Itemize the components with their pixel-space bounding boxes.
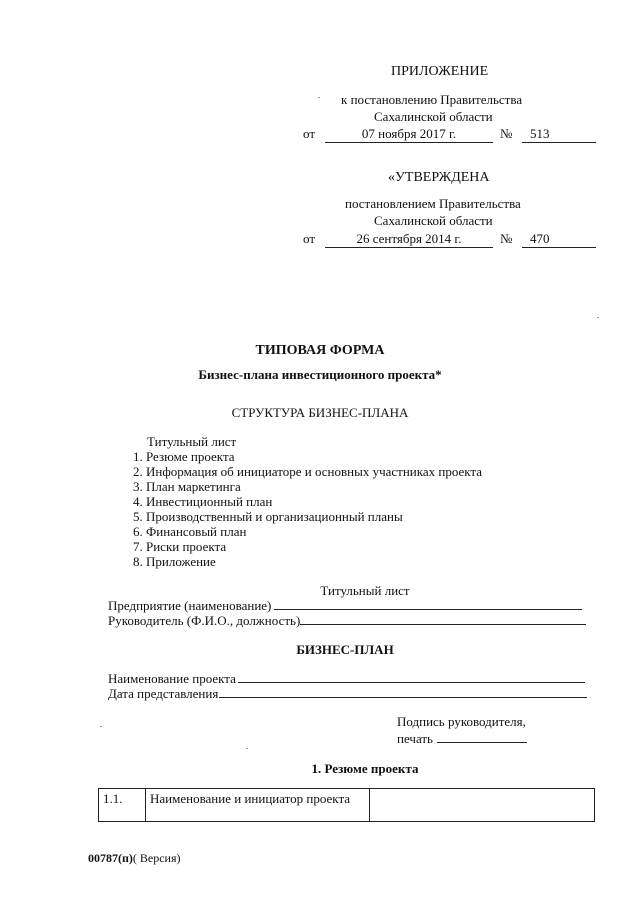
annex-title: ПРИЛОЖЕНИЕ bbox=[391, 64, 489, 79]
approved-number-label: № bbox=[500, 231, 513, 246]
stamp-label: печать bbox=[397, 731, 433, 746]
approved-line-1: постановлением Правительства bbox=[345, 196, 521, 211]
head-field[interactable] bbox=[300, 624, 586, 625]
approved-date-underline bbox=[325, 247, 493, 248]
annex-number-label: № bbox=[500, 126, 513, 141]
project-name-label: Наименование проекта bbox=[108, 671, 236, 686]
structure-item: 7. Риски проекта bbox=[133, 539, 227, 554]
annex-number: 513 bbox=[530, 126, 550, 141]
row-label: Наименование и инициатор проекта bbox=[146, 789, 370, 822]
scan-speck bbox=[597, 317, 599, 318]
approved-line-2: Сахалинской области bbox=[374, 213, 493, 228]
scan-speck bbox=[100, 726, 102, 727]
annex-from-label: от bbox=[303, 126, 316, 141]
table-row bbox=[99, 789, 595, 822]
row-value[interactable] bbox=[370, 789, 595, 822]
annex-number-underline bbox=[522, 142, 596, 143]
row-number: 1.1. bbox=[99, 789, 146, 822]
structure-item: Титульный лист bbox=[147, 434, 237, 449]
structure-item: 2. Информация об инициаторе и основных участниках проекта bbox=[133, 464, 483, 479]
document-code-number: 00787(п) bbox=[88, 851, 133, 865]
structure-item: 5. Производственный и организационный планы bbox=[133, 509, 403, 524]
enterprise-label: Предприятие (наименование) bbox=[108, 598, 272, 613]
signature-label: Подпись руководителя, bbox=[397, 714, 526, 729]
approved-date: 26 сентября 2014 г. bbox=[356, 231, 462, 246]
annex-date: 07 ноября 2017 г. bbox=[361, 126, 457, 141]
document-code bbox=[88, 851, 181, 866]
resume-heading: 1. Резюме проекта bbox=[311, 761, 419, 776]
scan-speck bbox=[318, 97, 320, 98]
form-title: ТИПОВАЯ ФОРМА bbox=[255, 343, 385, 358]
annex-line-1: к постановлению Правительства bbox=[341, 92, 523, 107]
structure-heading: СТРУКТУРА БИЗНЕС-ПЛАНА bbox=[231, 405, 409, 420]
head-label: Руководитель (Ф.И.О., должность) bbox=[108, 613, 301, 628]
structure-item: 3. План маркетинга bbox=[133, 479, 241, 494]
approved-number-underline bbox=[522, 247, 596, 248]
resume-table bbox=[98, 788, 595, 822]
project-name-field[interactable] bbox=[238, 682, 585, 683]
business-plan-heading: БИЗНЕС-ПЛАН bbox=[296, 642, 394, 657]
signature-field[interactable] bbox=[437, 742, 527, 743]
form-subtitle: Бизнес-плана инвестиционного проекта* bbox=[198, 367, 442, 382]
structure-item: 8. Приложение bbox=[133, 554, 216, 569]
approved-title: «УТВЕРЖДЕНА bbox=[388, 170, 490, 185]
date-field[interactable] bbox=[219, 697, 587, 698]
structure-item: 6. Финансовый план bbox=[133, 524, 247, 539]
enterprise-field[interactable] bbox=[274, 609, 582, 610]
structure-item: 4. Инвестиционный план bbox=[133, 494, 273, 509]
document-version: ( Версия) bbox=[132, 851, 181, 865]
structure-item: 1. Резюме проекта bbox=[133, 449, 235, 464]
annex-date-underline bbox=[325, 142, 493, 143]
title-page-heading: Титульный лист bbox=[320, 583, 410, 598]
scan-speck bbox=[246, 748, 248, 749]
annex-line-2: Сахалинской области bbox=[374, 109, 493, 124]
date-label: Дата представления bbox=[108, 686, 219, 701]
approved-number: 470 bbox=[530, 231, 550, 246]
approved-from-label: от bbox=[303, 231, 316, 246]
